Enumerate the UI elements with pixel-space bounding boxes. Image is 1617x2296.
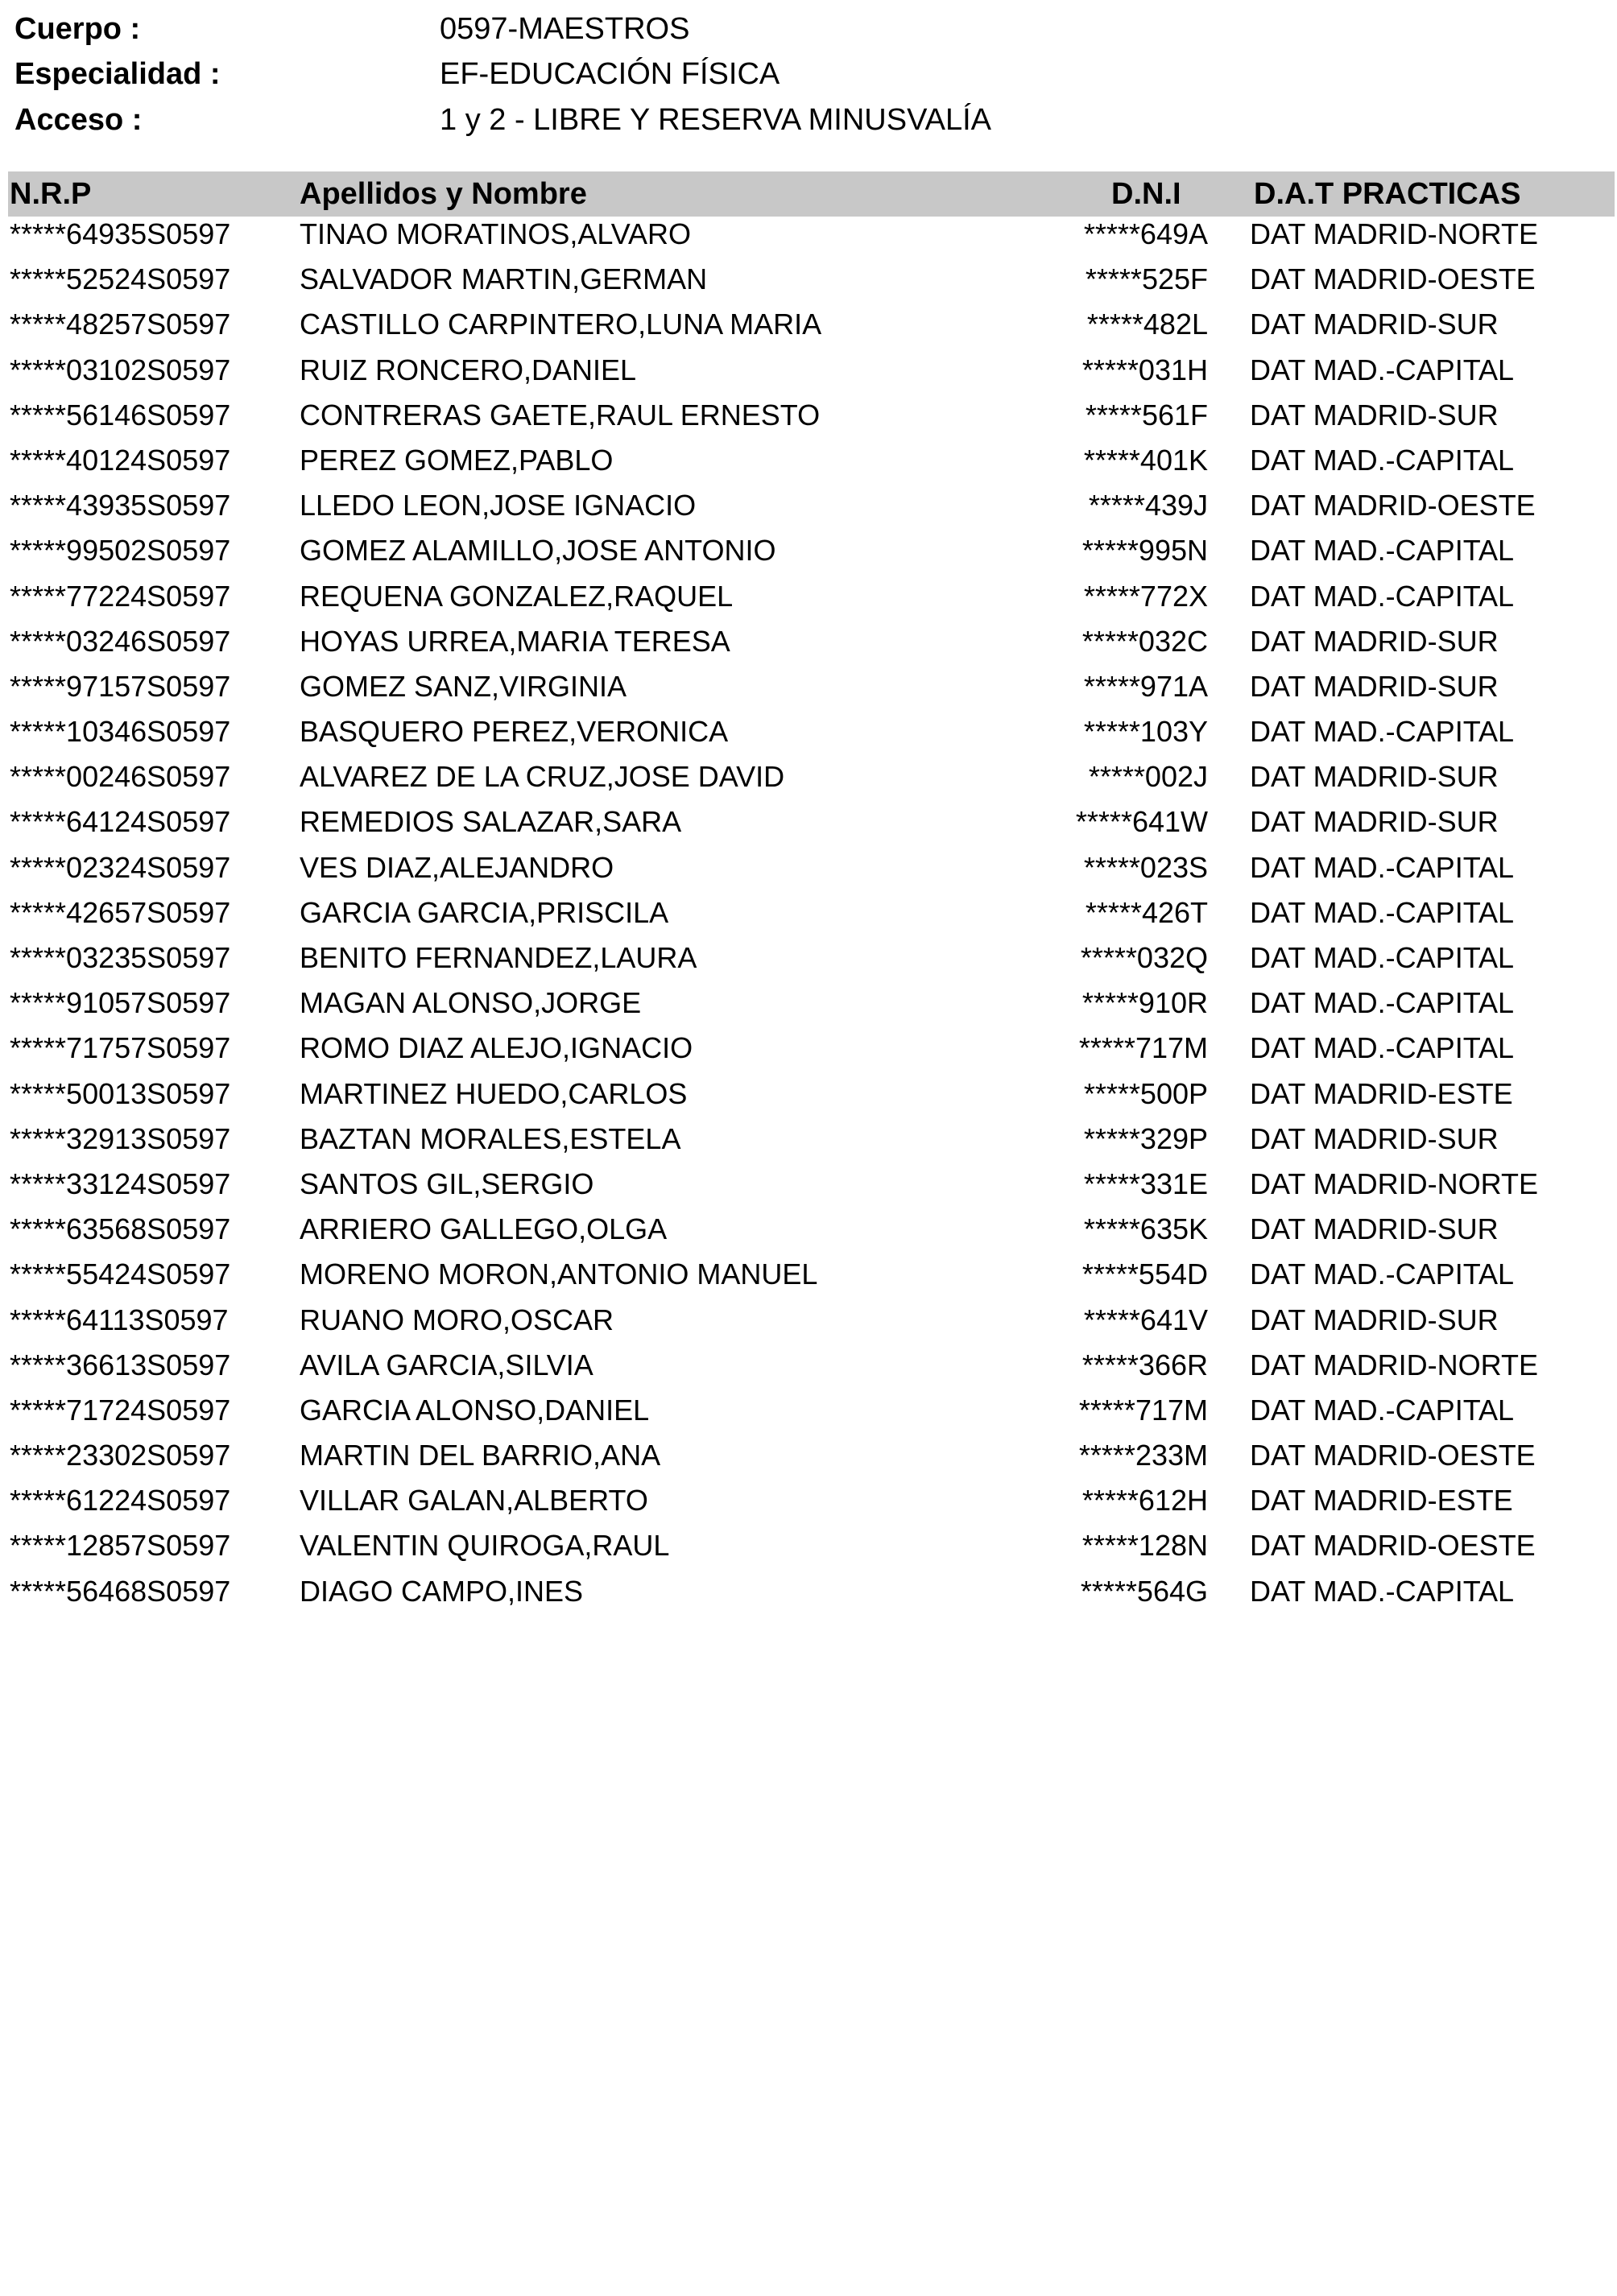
cell-dni: *****031H	[1081, 353, 1208, 386]
cell-name: CASTILLO CARPINTERO,LUNA MARIA	[300, 308, 822, 341]
table-row	[0, 1207, 1617, 1252]
cell-dat: DAT MAD.-CAPITAL	[1250, 443, 1515, 477]
cell-nrp: *****71757S0597	[10, 1031, 231, 1065]
cell-name: VILLAR GALAN,ALBERTO	[300, 1484, 648, 1518]
cell-dni: *****641W	[1075, 805, 1208, 839]
table-row	[0, 1343, 1617, 1388]
cell-dni: *****525F	[1085, 262, 1208, 296]
cell-nrp: *****00246S0597	[10, 760, 231, 794]
cell-name: CONTRERAS GAETE,RAUL ERNESTO	[300, 398, 821, 432]
cell-name: VES DIAZ,ALEJANDRO	[300, 850, 614, 884]
cell-nrp: *****63568S0597	[10, 1212, 231, 1246]
cell-nrp: *****64124S0597	[10, 805, 231, 839]
meta-value: 1 y 2 - LIBRE Y RESERVA MINUSVALÍA	[440, 103, 991, 137]
cell-dat: DAT MADRID-SUR	[1250, 1303, 1499, 1336]
cell-name: PEREZ GOMEZ,PABLO	[300, 443, 614, 477]
cell-name: ALVAREZ DE LA CRUZ,JOSE DAVID	[300, 760, 785, 794]
cell-nrp: *****03102S0597	[10, 353, 231, 386]
cell-dni: *****331E	[1083, 1167, 1208, 1200]
column-header-nrp: N.R.P	[10, 177, 92, 211]
cell-name: VALENTIN QUIROGA,RAUL	[300, 1529, 670, 1563]
cell-dat: DAT MADRID-NORTE	[1250, 217, 1539, 250]
cell-nrp: *****55424S0597	[10, 1257, 231, 1291]
cell-dat: DAT MADRID-ESTE	[1250, 1484, 1513, 1518]
cell-name: MARTINEZ HUEDO,CARLOS	[300, 1076, 688, 1110]
cell-dni: *****554D	[1081, 1257, 1208, 1291]
cell-dat: DAT MAD.-CAPITAL	[1250, 850, 1515, 884]
cell-name: REMEDIOS SALAZAR,SARA	[300, 805, 682, 839]
cell-dni: *****561F	[1085, 398, 1208, 432]
cell-name: SALVADOR MARTIN,GERMAN	[300, 262, 708, 296]
cell-name: RUANO MORO,OSCAR	[300, 1303, 614, 1336]
table-row	[0, 528, 1617, 573]
cell-dni: *****500P	[1083, 1076, 1208, 1110]
cell-dat: DAT MADRID-OESTE	[1250, 489, 1536, 522]
cell-dni: *****564G	[1080, 1574, 1208, 1608]
cell-dat: DAT MAD.-CAPITAL	[1250, 1574, 1515, 1608]
cell-dni: *****910R	[1081, 986, 1208, 1020]
table-row	[0, 1117, 1617, 1162]
cell-nrp: *****42657S0597	[10, 895, 231, 929]
cell-nrp: *****64113S0597	[10, 1303, 229, 1336]
cell-name: SANTOS GIL,SERGIO	[300, 1167, 594, 1200]
table-row	[0, 483, 1617, 528]
cell-nrp: *****23302S0597	[10, 1439, 231, 1472]
table-row	[0, 438, 1617, 483]
cell-name: HOYAS URREA,MARIA TERESA	[300, 624, 730, 658]
table-row	[0, 1162, 1617, 1207]
cell-name: BAZTAN MORALES,ESTELA	[300, 1121, 681, 1155]
meta-label: Especialidad :	[14, 57, 221, 91]
cell-name: MARTIN DEL BARRIO,ANA	[300, 1439, 661, 1472]
cell-dat: DAT MAD.-CAPITAL	[1250, 715, 1515, 749]
column-header-name: Apellidos y Nombre	[300, 177, 587, 211]
meta-label: Acceso :	[14, 103, 143, 137]
cell-dni: *****426T	[1085, 895, 1208, 929]
cell-nrp: *****03246S0597	[10, 624, 231, 658]
meta-value: EF-EDUCACIÓN FÍSICA	[440, 57, 780, 91]
cell-name: BENITO FERNANDEZ,LAURA	[300, 941, 697, 974]
cell-dni: *****032Q	[1080, 941, 1208, 974]
cell-dni: *****233M	[1078, 1439, 1208, 1472]
cell-nrp: *****56468S0597	[10, 1574, 231, 1608]
cell-dni: *****329P	[1083, 1121, 1208, 1155]
table-row	[0, 348, 1617, 393]
table-row	[0, 393, 1617, 438]
cell-dat: DAT MADRID-OESTE	[1250, 1529, 1536, 1563]
cell-dat: DAT MADRID-SUR	[1250, 669, 1499, 703]
cell-dni: *****717M	[1078, 1393, 1208, 1427]
cell-name: MAGAN ALONSO,JORGE	[300, 986, 642, 1020]
cell-dat: DAT MAD.-CAPITAL	[1250, 1393, 1515, 1427]
cell-dni: *****772X	[1083, 579, 1208, 613]
cell-name: DIAGO CAMPO,INES	[300, 1574, 584, 1608]
cell-nrp: *****12857S0597	[10, 1529, 231, 1563]
cell-dat: DAT MADRID-SUR	[1250, 624, 1499, 658]
table-row	[0, 257, 1617, 302]
table-row	[0, 981, 1617, 1026]
cell-dni: *****439J	[1088, 489, 1208, 522]
cell-dat: DAT MADRID-NORTE	[1250, 1348, 1539, 1381]
table-row	[0, 709, 1617, 754]
cell-dni: *****649A	[1083, 217, 1208, 250]
cell-dat: DAT MADRID-SUR	[1250, 1121, 1499, 1155]
cell-dni: *****482L	[1086, 308, 1208, 341]
table-row	[0, 302, 1617, 347]
cell-nrp: *****61224S0597	[10, 1484, 231, 1518]
cell-nrp: *****32913S0597	[10, 1121, 231, 1155]
table-row	[0, 1026, 1617, 1071]
cell-name: AVILA GARCIA,SILVIA	[300, 1348, 593, 1381]
cell-dat: DAT MADRID-OESTE	[1250, 262, 1536, 296]
cell-nrp: *****03235S0597	[10, 941, 231, 974]
cell-dat: DAT MADRID-NORTE	[1250, 1167, 1539, 1200]
cell-nrp: *****40124S0597	[10, 443, 231, 477]
cell-name: ROMO DIAZ ALEJO,IGNACIO	[300, 1031, 693, 1065]
cell-nrp: *****77224S0597	[10, 579, 231, 613]
cell-dni: *****032C	[1081, 624, 1208, 658]
table-row	[0, 574, 1617, 619]
cell-name: ARRIERO GALLEGO,OLGA	[300, 1212, 668, 1246]
cell-dat: DAT MAD.-CAPITAL	[1250, 1031, 1515, 1065]
cell-name: TINAO MORATINOS,ALVARO	[300, 217, 692, 250]
cell-name: LLEDO LEON,JOSE IGNACIO	[300, 489, 697, 522]
cell-dni: *****971A	[1083, 669, 1208, 703]
table-row	[0, 1478, 1617, 1523]
cell-dat: DAT MAD.-CAPITAL	[1250, 941, 1515, 974]
meta-value: 0597-MAESTROS	[440, 12, 690, 46]
cell-nrp: *****52524S0597	[10, 262, 231, 296]
cell-dat: DAT MAD.-CAPITAL	[1250, 353, 1515, 386]
cell-name: MORENO MORON,ANTONIO MANUEL	[300, 1257, 818, 1291]
cell-nrp: *****33124S0597	[10, 1167, 231, 1200]
table-row	[0, 754, 1617, 799]
table-header	[8, 171, 1615, 217]
cell-nrp: *****10346S0597	[10, 715, 231, 749]
table-row	[0, 1433, 1617, 1478]
cell-nrp: *****99502S0597	[10, 534, 231, 568]
table-row	[0, 212, 1617, 257]
cell-nrp: *****02324S0597	[10, 850, 231, 884]
table-body	[0, 212, 1617, 1614]
cell-dat: DAT MAD.-CAPITAL	[1250, 986, 1515, 1020]
cell-name: GARCIA ALONSO,DANIEL	[300, 1393, 650, 1427]
table-row	[0, 1388, 1617, 1433]
cell-name: RUIZ RONCERO,DANIEL	[300, 353, 637, 386]
cell-nrp: *****43935S0597	[10, 489, 231, 522]
cell-dni: *****641V	[1083, 1303, 1208, 1336]
cell-name: BASQUERO PEREZ,VERONICA	[300, 715, 729, 749]
column-header-dat: D.A.T PRACTICAS	[1254, 177, 1521, 211]
cell-dni: *****635K	[1083, 1212, 1208, 1246]
cell-nrp: *****91057S0597	[10, 986, 231, 1020]
cell-dat: DAT MADRID-OESTE	[1250, 1439, 1536, 1472]
cell-name: GARCIA GARCIA,PRISCILA	[300, 895, 669, 929]
cell-dat: DAT MADRID-SUR	[1250, 398, 1499, 432]
cell-nrp: *****64935S0597	[10, 217, 231, 250]
cell-name: GOMEZ ALAMILLO,JOSE ANTONIO	[300, 534, 776, 568]
meta-label: Cuerpo :	[14, 12, 141, 46]
table-row	[0, 890, 1617, 935]
cell-dni: *****103Y	[1083, 715, 1208, 749]
cell-nrp: *****71724S0597	[10, 1393, 231, 1427]
table-row	[0, 1252, 1617, 1297]
cell-dni: *****612H	[1081, 1484, 1208, 1518]
cell-dni: *****717M	[1078, 1031, 1208, 1065]
cell-dni: *****002J	[1088, 760, 1208, 794]
cell-dni: *****128N	[1081, 1529, 1208, 1563]
cell-dni: *****401K	[1083, 443, 1208, 477]
table-row	[0, 1298, 1617, 1343]
table-row	[0, 799, 1617, 844]
cell-dni: *****366R	[1081, 1348, 1208, 1381]
cell-name: GOMEZ SANZ,VIRGINIA	[300, 669, 627, 703]
cell-dat: DAT MADRID-SUR	[1250, 805, 1499, 839]
cell-dni: *****023S	[1083, 850, 1208, 884]
table-row	[0, 619, 1617, 664]
cell-dat: DAT MAD.-CAPITAL	[1250, 1257, 1515, 1291]
cell-dat: DAT MAD.-CAPITAL	[1250, 534, 1515, 568]
table-row	[0, 1569, 1617, 1614]
cell-dat: DAT MADRID-SUR	[1250, 1212, 1499, 1246]
table-row	[0, 664, 1617, 709]
table-row	[0, 1072, 1617, 1117]
table-row	[0, 1523, 1617, 1568]
cell-nrp: *****56146S0597	[10, 398, 231, 432]
cell-name: REQUENA GONZALEZ,RAQUEL	[300, 579, 734, 613]
cell-dat: DAT MAD.-CAPITAL	[1250, 579, 1515, 613]
cell-dat: DAT MAD.-CAPITAL	[1250, 895, 1515, 929]
table-row	[0, 845, 1617, 890]
cell-dat: DAT MADRID-ESTE	[1250, 1076, 1513, 1110]
cell-dat: DAT MADRID-SUR	[1250, 308, 1499, 341]
cell-dat: DAT MADRID-SUR	[1250, 760, 1499, 794]
cell-dni: *****995N	[1081, 534, 1208, 568]
cell-nrp: *****50013S0597	[10, 1076, 231, 1110]
cell-nrp: *****48257S0597	[10, 308, 231, 341]
table-row	[0, 935, 1617, 981]
cell-nrp: *****97157S0597	[10, 669, 231, 703]
column-header-dni: D.N.I	[1111, 177, 1181, 211]
cell-nrp: *****36613S0597	[10, 1348, 231, 1381]
